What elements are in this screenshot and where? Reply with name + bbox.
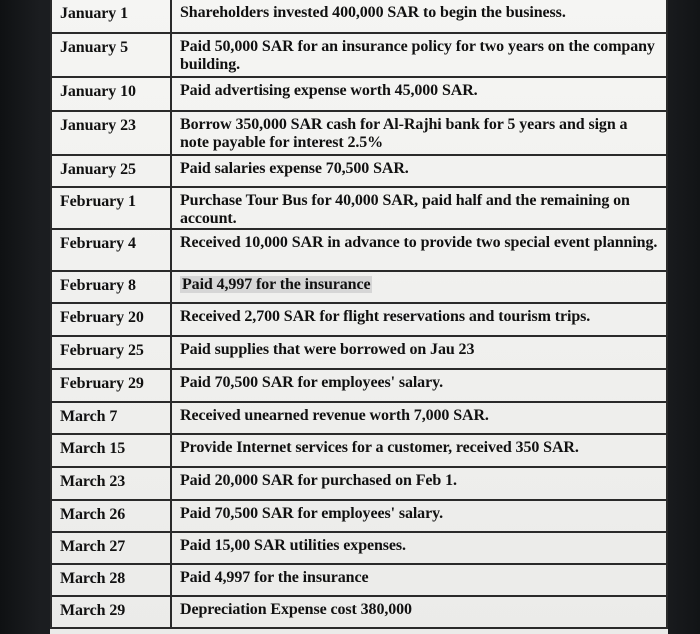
transactions-body [51, 0, 667, 628]
entry-description [171, 271, 667, 303]
entry-date: January 23 [51, 111, 171, 155]
entry-date: March 27 [51, 532, 171, 564]
entry-description: Shareholders invested 400,000 SAR to begin the business. [171, 0, 667, 33]
entry-description: Provide Internet services for a customer, received 350 SAR. [171, 434, 667, 467]
entry-description: Paid 15,00 SAR utilities expenses. [171, 532, 667, 564]
entry-date: March 26 [51, 500, 171, 532]
table-row [51, 0, 667, 33]
entry-date: February 8 [51, 271, 171, 303]
table-row [51, 336, 667, 369]
entry-date: January 5 [51, 33, 171, 77]
entry-date: January 25 [51, 155, 171, 187]
highlighted-text: Paid 4,997 for the insurance [182, 276, 371, 293]
entry-date: March 29 [51, 596, 171, 628]
entry-date: January 10 [51, 77, 171, 111]
entry-description: Borrow 350,000 SAR cash for Al-Rajhi bank for 5 years and sign a note payable for interest 2.5% [171, 111, 667, 155]
table-row [51, 500, 667, 532]
table-row [51, 33, 667, 77]
table-row [51, 402, 667, 434]
entry-date: February 4 [51, 229, 171, 271]
entry-date: March 23 [51, 467, 171, 500]
entry-description: Paid supplies that were borrowed on Jau 23 [171, 336, 667, 369]
entry-description: Received 10,000 SAR in advance to provide two special event planning. [171, 229, 667, 271]
table-row [51, 155, 667, 187]
entry-description: Paid 70,500 SAR for employees' salary. [171, 500, 667, 532]
table-row [51, 77, 667, 111]
entry-description: Paid 4,997 for the insurance [171, 564, 667, 596]
entry-description: Paid 70,500 SAR for employees' salary. [171, 369, 667, 402]
entry-description: Purchase Tour Bus for 40,000 SAR, paid half and the remaining on account. [171, 187, 667, 229]
entry-date: March 7 [51, 402, 171, 434]
entry-description: Paid salaries expense 70,500 SAR. [171, 155, 667, 187]
entry-description: Paid 20,000 SAR for purchased on Feb 1. [171, 467, 667, 500]
table-row [51, 229, 667, 271]
table-row [51, 303, 667, 336]
entry-date: February 20 [51, 303, 171, 336]
table-row [51, 111, 667, 155]
entry-description: Received 2,700 SAR for flight reservations and tourism trips. [171, 303, 667, 336]
table-row [51, 467, 667, 500]
entry-date: February 29 [51, 369, 171, 402]
table-row [51, 369, 667, 402]
table-row [51, 434, 667, 467]
entry-date: March 28 [51, 564, 171, 596]
entry-date: January 1 [51, 0, 171, 33]
entry-description: Depreciation Expense cost 380,000 [171, 596, 667, 628]
table-row [51, 187, 667, 229]
entry-description: Paid 50,000 SAR for an insurance policy for two years on the company building. [171, 33, 667, 77]
table-row [51, 564, 667, 596]
entry-date: February 25 [51, 336, 171, 369]
entry-date: March 15 [51, 434, 171, 467]
entry-description: Received unearned revenue worth 7,000 SAR. [171, 402, 667, 434]
transactions-table [50, 0, 668, 629]
table-row [51, 271, 667, 303]
table-row [51, 532, 667, 564]
entry-date: February 1 [51, 187, 171, 229]
entry-description: Paid advertising expense worth 45,000 SAR. [171, 77, 667, 111]
table-row [51, 596, 667, 628]
